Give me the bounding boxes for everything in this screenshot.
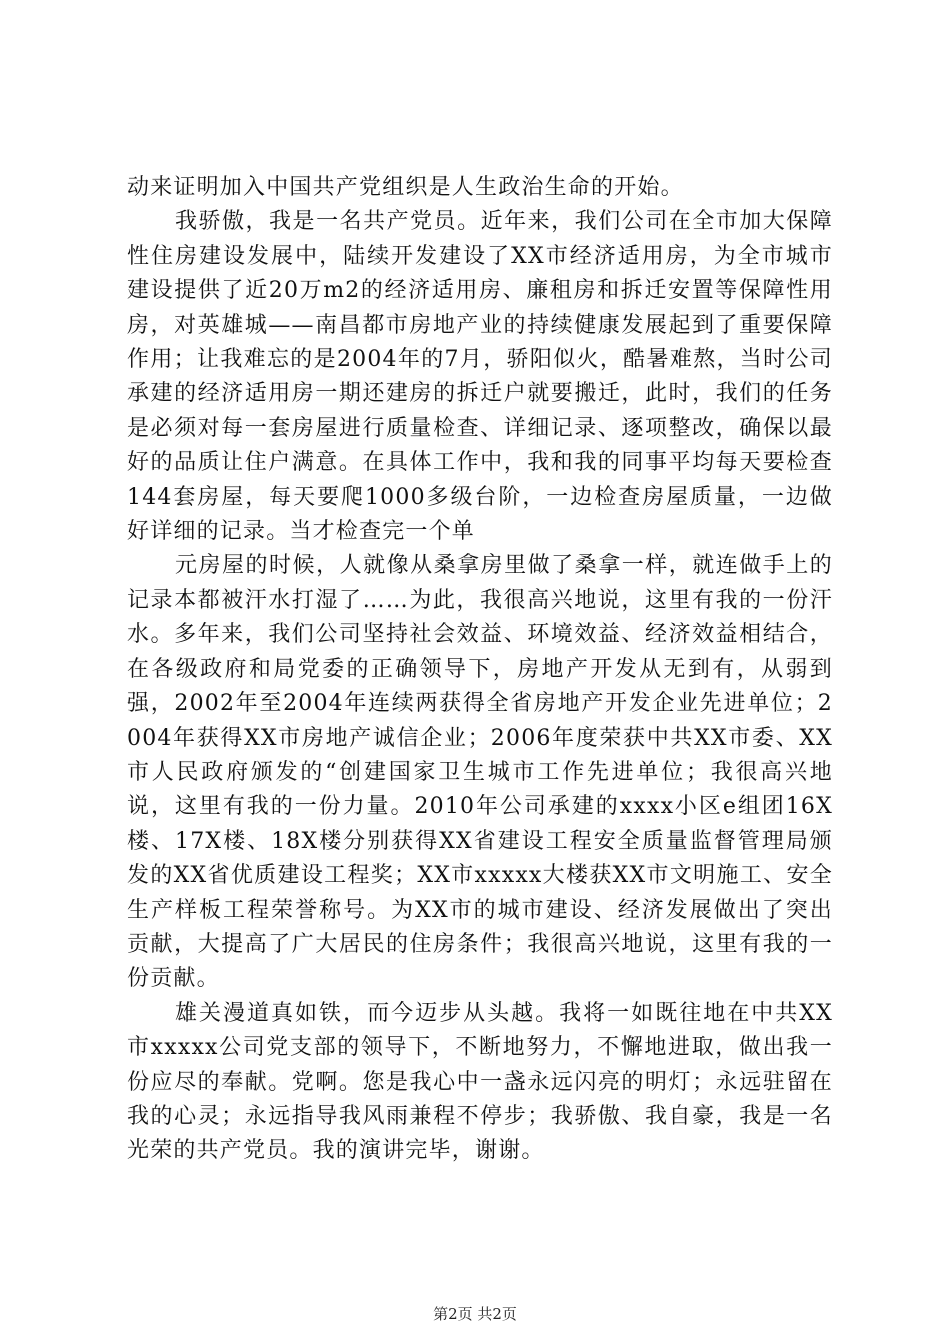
paragraph-4: 雄关漫道真如铁，而今迈步从头越。我将一如既往地在中共XX市xxxxx公司党支部的领导下，不断地努力，不懈地进取，做出我一份应尽的奉献。党啊。您是我心中一盏永远闪亮的明灯；永远驻留在我的心灵；永远指导我风雨兼程不停步；我骄傲、我自豪，我是一名光荣的共产党员。我的演讲完毕，谢谢。 <box>127 1000 833 1164</box>
page-number-footer: 第2页 共2页 <box>433 1305 517 1323</box>
paragraph-1: 动来证明加入中国共产党组织是人生政治生命的开始。 <box>127 175 684 200</box>
document-body <box>127 171 833 1169</box>
paragraph-2: 我骄傲，我是一名共产党员。近年来，我们公司在全市加大保障性住房建设发展中，陆续开发建设了XX市经济适用房，为全市城市建设提供了近20万m2的经济适用房、廉租房和拆迁安置等保障性用房，对英雄城——南昌都市房地产业的持续健康发展起到了重要保障作用；让我难忘的是2004年的7月，骄阳似火，酷暑难熬，当时公司承建的经济适用房一期还建房的拆迁户就要搬迁，此时，我们的任务是必须对每一套房屋进行质量检查、详细记录、逐项整改，确保以最好的品质让住户满意。在具体工作中，我和我的同事平均每天要检查144套房屋，每天要爬1000多级台阶，一边检查房屋质量，一边做好详细的记录。当才检查完一个单 <box>127 209 833 545</box>
paragraph-3: 元房屋的时候，人就像从桑拿房里做了桑拿一样，就连做手上的记录本都被汗水打湿了……为此，我很高兴地说，这里有我的一份汗水。多年来，我们公司坚持社会效益、环境效益、经济效益相结合，在各级政府和局党委的正确领导下，房地产开发从无到有，从弱到强，2002年至2004年连续两获得全省房地产开发企业先进单位；2004年获得XX市房地产诚信企业；2006年度荣获中共XX市委、XX市人民政府颁发的“创建国家卫生城市工作先进单位；我很高兴地说，这里有我的一份力量。2010年公司承建的xxxx小区e组团16X楼、17X楼、18X楼分别获得XX省建设工程安全质量监督管理局颁发的XX省优质建设工程奖；XX市xxxxx大楼获XX市文明施工、安全生产样板工程荣誉称号。为XX市的城市建设、经济发展做出了突出贡献，大提高了广大居民的住房条件；我很高兴地说，这里有我的一份贡献。 <box>127 553 833 992</box>
